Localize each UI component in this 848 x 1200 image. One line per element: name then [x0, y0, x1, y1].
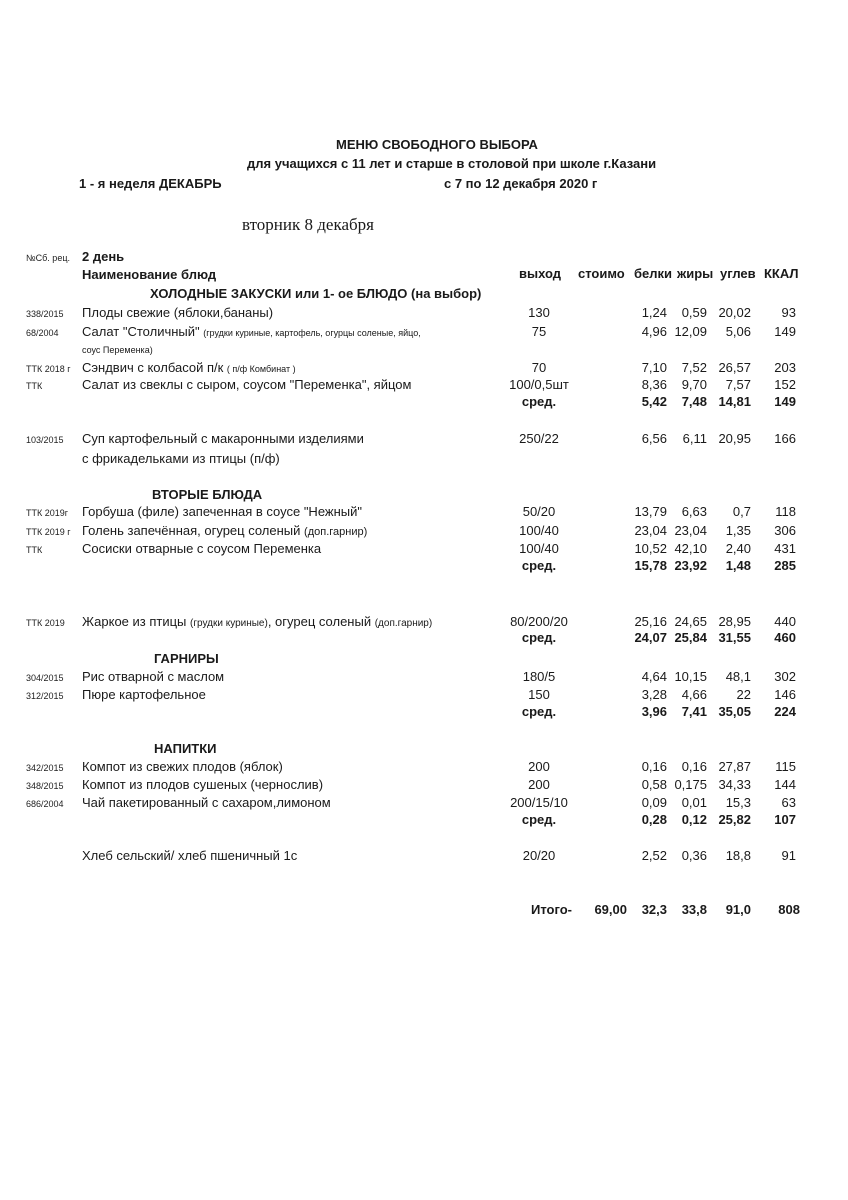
table-row [0, 523, 848, 541]
column-header-kcal: ККАЛ [764, 266, 799, 281]
recipe-code: 312/2015 [26, 691, 64, 701]
carbs-average: 25,82 [718, 812, 751, 827]
total-fat: 33,8 [681, 902, 707, 917]
total-protein: 32,3 [641, 902, 667, 917]
dish-name [82, 614, 432, 629]
kcal-value: 440 [774, 614, 796, 629]
dish-name [82, 523, 367, 538]
dish-output: 100/40 [519, 541, 559, 556]
carbs-value: 18,8 [725, 848, 751, 863]
protein-value: 0,16 [641, 759, 667, 774]
table-row [0, 687, 848, 705]
kcal-value: 431 [774, 541, 796, 556]
kcal-average: 460 [774, 630, 796, 645]
protein-average: 0,28 [641, 812, 667, 827]
carbs-value: 2,40 [725, 541, 751, 556]
protein-value: 7,10 [641, 360, 667, 375]
column-header-protein: белки [634, 266, 673, 281]
total-cost: 69,00 [594, 902, 627, 917]
recipe-code: ТТК 2018 г [26, 364, 71, 374]
carbs-value: 34,33 [718, 777, 751, 792]
average-label: сред. [521, 394, 557, 409]
recipe-code: ТТК [26, 545, 43, 555]
section-title-garnishes: ГАРНИРЫ [154, 651, 219, 666]
week-label: 1 - я неделя ДЕКАБРЬ [79, 176, 222, 191]
total-label: Итого- [531, 902, 572, 917]
dish-name: Компот из свежих плодов (яблок) [82, 759, 283, 774]
dish-name: Горбуша (филе) запеченная в соусе "Нежный" [82, 504, 363, 519]
average-row [0, 812, 848, 830]
dish-name-main: Жаркое из птицы [82, 614, 187, 629]
column-header-output: выход [519, 266, 562, 281]
menu-title: МЕНЮ СВОБОДНОГО ВЫБОРА [336, 137, 538, 152]
protein-value: 6,56 [641, 431, 667, 446]
fat-value: 42,10 [674, 541, 707, 556]
dish-name: Суп картофельный с макаронными изделиями [82, 431, 364, 446]
table-row [0, 377, 848, 395]
fat-value: 0,175 [674, 777, 707, 792]
dish-output: 200 [528, 759, 550, 774]
kcal-value: 118 [775, 504, 796, 519]
recipe-code: 686/2004 [26, 799, 64, 809]
fat-value: 24,65 [674, 614, 707, 629]
fat-average: 25,84 [674, 630, 707, 645]
column-header-cost: стоимо [578, 266, 625, 281]
dish-output: 250/22 [519, 431, 559, 446]
protein-value: 8,36 [641, 377, 667, 392]
dish-output: 200/15/10 [510, 795, 568, 810]
recipe-code: 304/2015 [26, 673, 64, 683]
dish-output: 100/40 [519, 523, 559, 538]
menu-subtitle: для учащихся с 11 лет и старше в столовой при школе г.Казани [247, 156, 657, 171]
carbs-value: 1,35 [725, 523, 751, 538]
section-title-cold-snacks: ХОЛОДНЫЕ ЗАКУСКИ или 1- ое БЛЮДО (на выбор) [150, 286, 482, 301]
dish-name-suffix: , огурец соленый [267, 614, 372, 629]
kcal-value: 302 [774, 669, 796, 684]
dish-name-main: Сэндвич с колбасой п/к [82, 360, 224, 375]
protein-value: 10,52 [634, 541, 667, 556]
kcal-value: 166 [774, 431, 796, 446]
dish-output: 100/0,5шт [509, 377, 569, 392]
fat-value: 4,66 [681, 687, 707, 702]
total-row [0, 902, 848, 920]
table-row [0, 777, 848, 795]
carbs-value: 22 [736, 687, 751, 702]
dish-output: 50/20 [522, 504, 556, 519]
recipe-code: 348/2015 [26, 781, 64, 791]
table-row [0, 504, 848, 522]
fat-average: 0,12 [681, 812, 707, 827]
recipe-code: 342/2015 [26, 763, 64, 773]
dish-name: Сосиски отварные с соусом Переменка [82, 541, 322, 556]
protein-average: 5,42 [641, 394, 667, 409]
section-title-drinks: НАПИТКИ [154, 741, 217, 756]
dish-note: (доп.гарнир) [304, 526, 368, 538]
recipe-code: 338/2015 [26, 309, 64, 319]
kcal-average: 285 [774, 558, 796, 573]
dish-note-continued: соус Переменка) [82, 345, 153, 355]
dish-name: Плоды свежие (яблоки,бананы) [82, 305, 274, 320]
fat-value: 12,09 [674, 324, 707, 339]
table-row [0, 848, 848, 866]
protein-average: 15,78 [634, 558, 667, 573]
dish-name: Салат из свеклы с сыром, соусом "Переменка", яйцом [82, 377, 412, 392]
carbs-average: 31,55 [718, 630, 751, 645]
recipe-code: ТТК 2019 [26, 618, 65, 628]
dish-name: Рис отварной с маслом [82, 669, 225, 684]
carbs-value: 48,1 [725, 669, 751, 684]
recipe-code: 68/2004 [26, 328, 59, 338]
carbs-value: 5,06 [725, 324, 751, 339]
recipe-code: ТТК 2019г [26, 508, 69, 518]
table-row [0, 541, 848, 559]
protein-value: 2,52 [641, 848, 667, 863]
name-column-header: Наименование блюд [82, 267, 217, 282]
table-row [0, 431, 848, 449]
carbs-value: 27,87 [718, 759, 751, 774]
dish-name: Компот из плодов сушеных (чернослив) [82, 777, 324, 792]
carbs-value: 0,7 [732, 504, 751, 519]
kcal-value: 144 [774, 777, 796, 792]
day-label: 2 день [82, 249, 125, 264]
fat-value: 7,52 [681, 360, 707, 375]
average-row [0, 704, 848, 722]
dish-output: 70 [531, 360, 547, 375]
fat-average: 23,92 [674, 558, 707, 573]
average-label: сред. [521, 704, 557, 719]
carbs-value: 26,57 [718, 360, 751, 375]
dish-name: Хлеб сельский/ хлеб пшеничный 1с [82, 848, 298, 863]
protein-value: 13,79 [634, 504, 667, 519]
kcal-value: 306 [774, 523, 796, 538]
fat-value: 0,16 [681, 759, 707, 774]
fat-value: 10,15 [674, 669, 707, 684]
protein-average: 24,07 [634, 630, 667, 645]
fat-value: 6,11 [682, 431, 707, 446]
protein-value: 25,16 [634, 614, 667, 629]
fat-value: 0,59 [681, 305, 707, 320]
fat-value: 0,36 [681, 848, 707, 863]
dish-output: 150 [528, 687, 550, 702]
kcal-average: 224 [774, 704, 796, 719]
kcal-value: 149 [774, 324, 796, 339]
fat-average: 7,41 [681, 704, 707, 719]
average-row [0, 558, 848, 576]
dish-name [82, 360, 296, 375]
average-label: сред. [521, 630, 557, 645]
protein-value: 1,24 [641, 305, 667, 320]
carbs-average: 35,05 [718, 704, 751, 719]
dish-note: (грудки куриные, картофель, огурцы соленые, яйцо, [203, 328, 421, 338]
dish-name [82, 324, 421, 339]
protein-value: 0,58 [641, 777, 667, 792]
total-kcal: 808 [778, 902, 800, 917]
column-header-carbs: углев [720, 266, 756, 281]
kcal-value: 63 [781, 795, 796, 810]
table-row [0, 759, 848, 777]
protein-value: 0,09 [641, 795, 667, 810]
table-row [0, 305, 848, 323]
dish-note: ( п/ф Комбинат ) [226, 364, 296, 374]
fat-value: 9,70 [681, 377, 707, 392]
protein-average: 3,96 [641, 704, 667, 719]
average-row [0, 630, 848, 648]
protein-value: 4,64 [641, 669, 667, 684]
protein-value: 4,96 [641, 324, 667, 339]
kcal-value: 93 [781, 305, 796, 320]
carbs-value: 20,95 [718, 431, 751, 446]
kcal-value: 115 [775, 759, 796, 774]
dish-name-continued: с фрикадельками из птицы (п/ф) [82, 451, 280, 466]
table-row [0, 795, 848, 813]
day-date: вторник 8 декабря [242, 215, 374, 234]
table-row [0, 669, 848, 687]
average-row [0, 394, 848, 412]
recipe-code: ТТК [26, 381, 43, 391]
column-header-fat: жиры [677, 266, 714, 281]
dish-name-main: Салат "Столичный" [82, 324, 200, 339]
dish-note: (грудки куриные) [190, 618, 268, 629]
code-column-label: №Сб. рец. [26, 253, 70, 263]
dish-output: 20/20 [522, 848, 556, 863]
carbs-value: 20,02 [718, 305, 751, 320]
dish-output: 200 [528, 777, 550, 792]
dish-output: 75 [531, 324, 547, 339]
table-row [0, 324, 848, 342]
dish-note-suffix: (доп.гарнир) [374, 618, 433, 629]
kcal-value: 91 [781, 848, 796, 863]
average-label: сред. [521, 812, 557, 827]
carbs-value: 7,57 [725, 377, 751, 392]
carbs-value: 28,95 [718, 614, 751, 629]
fat-value: 0,01 [681, 795, 707, 810]
carbs-average: 14,81 [718, 394, 751, 409]
average-label: сред. [521, 558, 557, 573]
carbs-average: 1,48 [725, 558, 751, 573]
section-title-main-dishes: ВТОРЫЕ БЛЮДА [152, 487, 263, 502]
dish-output: 130 [528, 305, 550, 320]
fat-value: 6,63 [681, 504, 707, 519]
dish-output: 80/200/20 [510, 614, 568, 629]
dish-output: 180/5 [522, 669, 556, 684]
kcal-average: 149 [774, 394, 796, 409]
protein-value: 23,04 [634, 523, 667, 538]
kcal-value: 146 [774, 687, 796, 702]
kcal-value: 203 [774, 360, 796, 375]
kcal-value: 152 [774, 377, 796, 392]
fat-value: 23,04 [674, 523, 707, 538]
fat-average: 7,48 [681, 394, 707, 409]
period-label: с 7 по 12 декабря 2020 г [444, 176, 598, 191]
total-carbs: 91,0 [725, 902, 751, 917]
recipe-code: ТТК 2019 г [26, 527, 71, 537]
protein-value: 3,28 [641, 687, 667, 702]
dish-name: Чай пакетированный с сахаром,лимоном [82, 795, 331, 810]
recipe-code: 103/2015 [26, 435, 64, 445]
dish-name: Пюре картофельное [82, 687, 206, 702]
table-row [0, 360, 848, 378]
dish-name-main: Голень запечённая, огурец соленый [82, 523, 301, 538]
carbs-value: 15,3 [725, 795, 751, 810]
kcal-average: 107 [774, 812, 796, 827]
